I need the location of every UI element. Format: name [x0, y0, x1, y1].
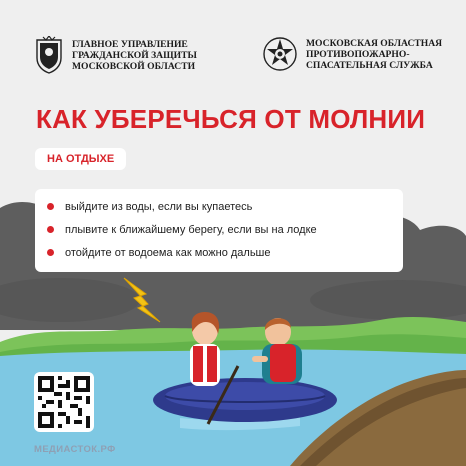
section-badge: НА ОТДЫХЕ — [35, 148, 126, 170]
tip-item — [47, 195, 391, 218]
tip-item — [47, 218, 391, 241]
tip-text: выйдите из воды, если вы купаетесь — [65, 200, 253, 213]
tip-text: отойдите от водоема как можно дальше — [65, 246, 271, 259]
page-title: КАК УБЕРЕЧЬСЯ ОТ МОЛНИИ — [36, 104, 426, 134]
inflatable-boat — [153, 378, 337, 422]
tip-item — [47, 241, 391, 264]
left-org-line-2: ГРАЖДАНСКОЙ ЗАЩИТЫ — [72, 49, 197, 61]
qr-code-icon — [38, 376, 90, 428]
right-org-line-1: МОСКОВСКАЯ ОБЛАСТНАЯ — [306, 37, 443, 49]
bullet-icon — [47, 203, 54, 210]
tip-text: плывите к ближайшему берегу, если вы на лодке — [65, 223, 317, 236]
qr-code[interactable] — [34, 372, 94, 432]
right-org-line-3: СПАСАТЕЛЬНАЯ СЛУЖБА — [306, 59, 433, 71]
woman-figure — [190, 312, 220, 386]
bullet-icon — [47, 249, 54, 256]
site-link[interactable]: МЕДИАСТОК.РФ — [34, 444, 116, 455]
bullet-icon — [47, 226, 54, 233]
right-org-line-2: ПРОТИВОПОЖАРНО- — [306, 48, 410, 60]
left-org-line-1: ГЛАВНОЕ УПРАВЛЕНИЕ — [72, 38, 188, 50]
left-org-line-3: МОСКОВСКОЙ ОБЛАСТИ — [72, 60, 196, 72]
tips-card — [35, 189, 403, 272]
